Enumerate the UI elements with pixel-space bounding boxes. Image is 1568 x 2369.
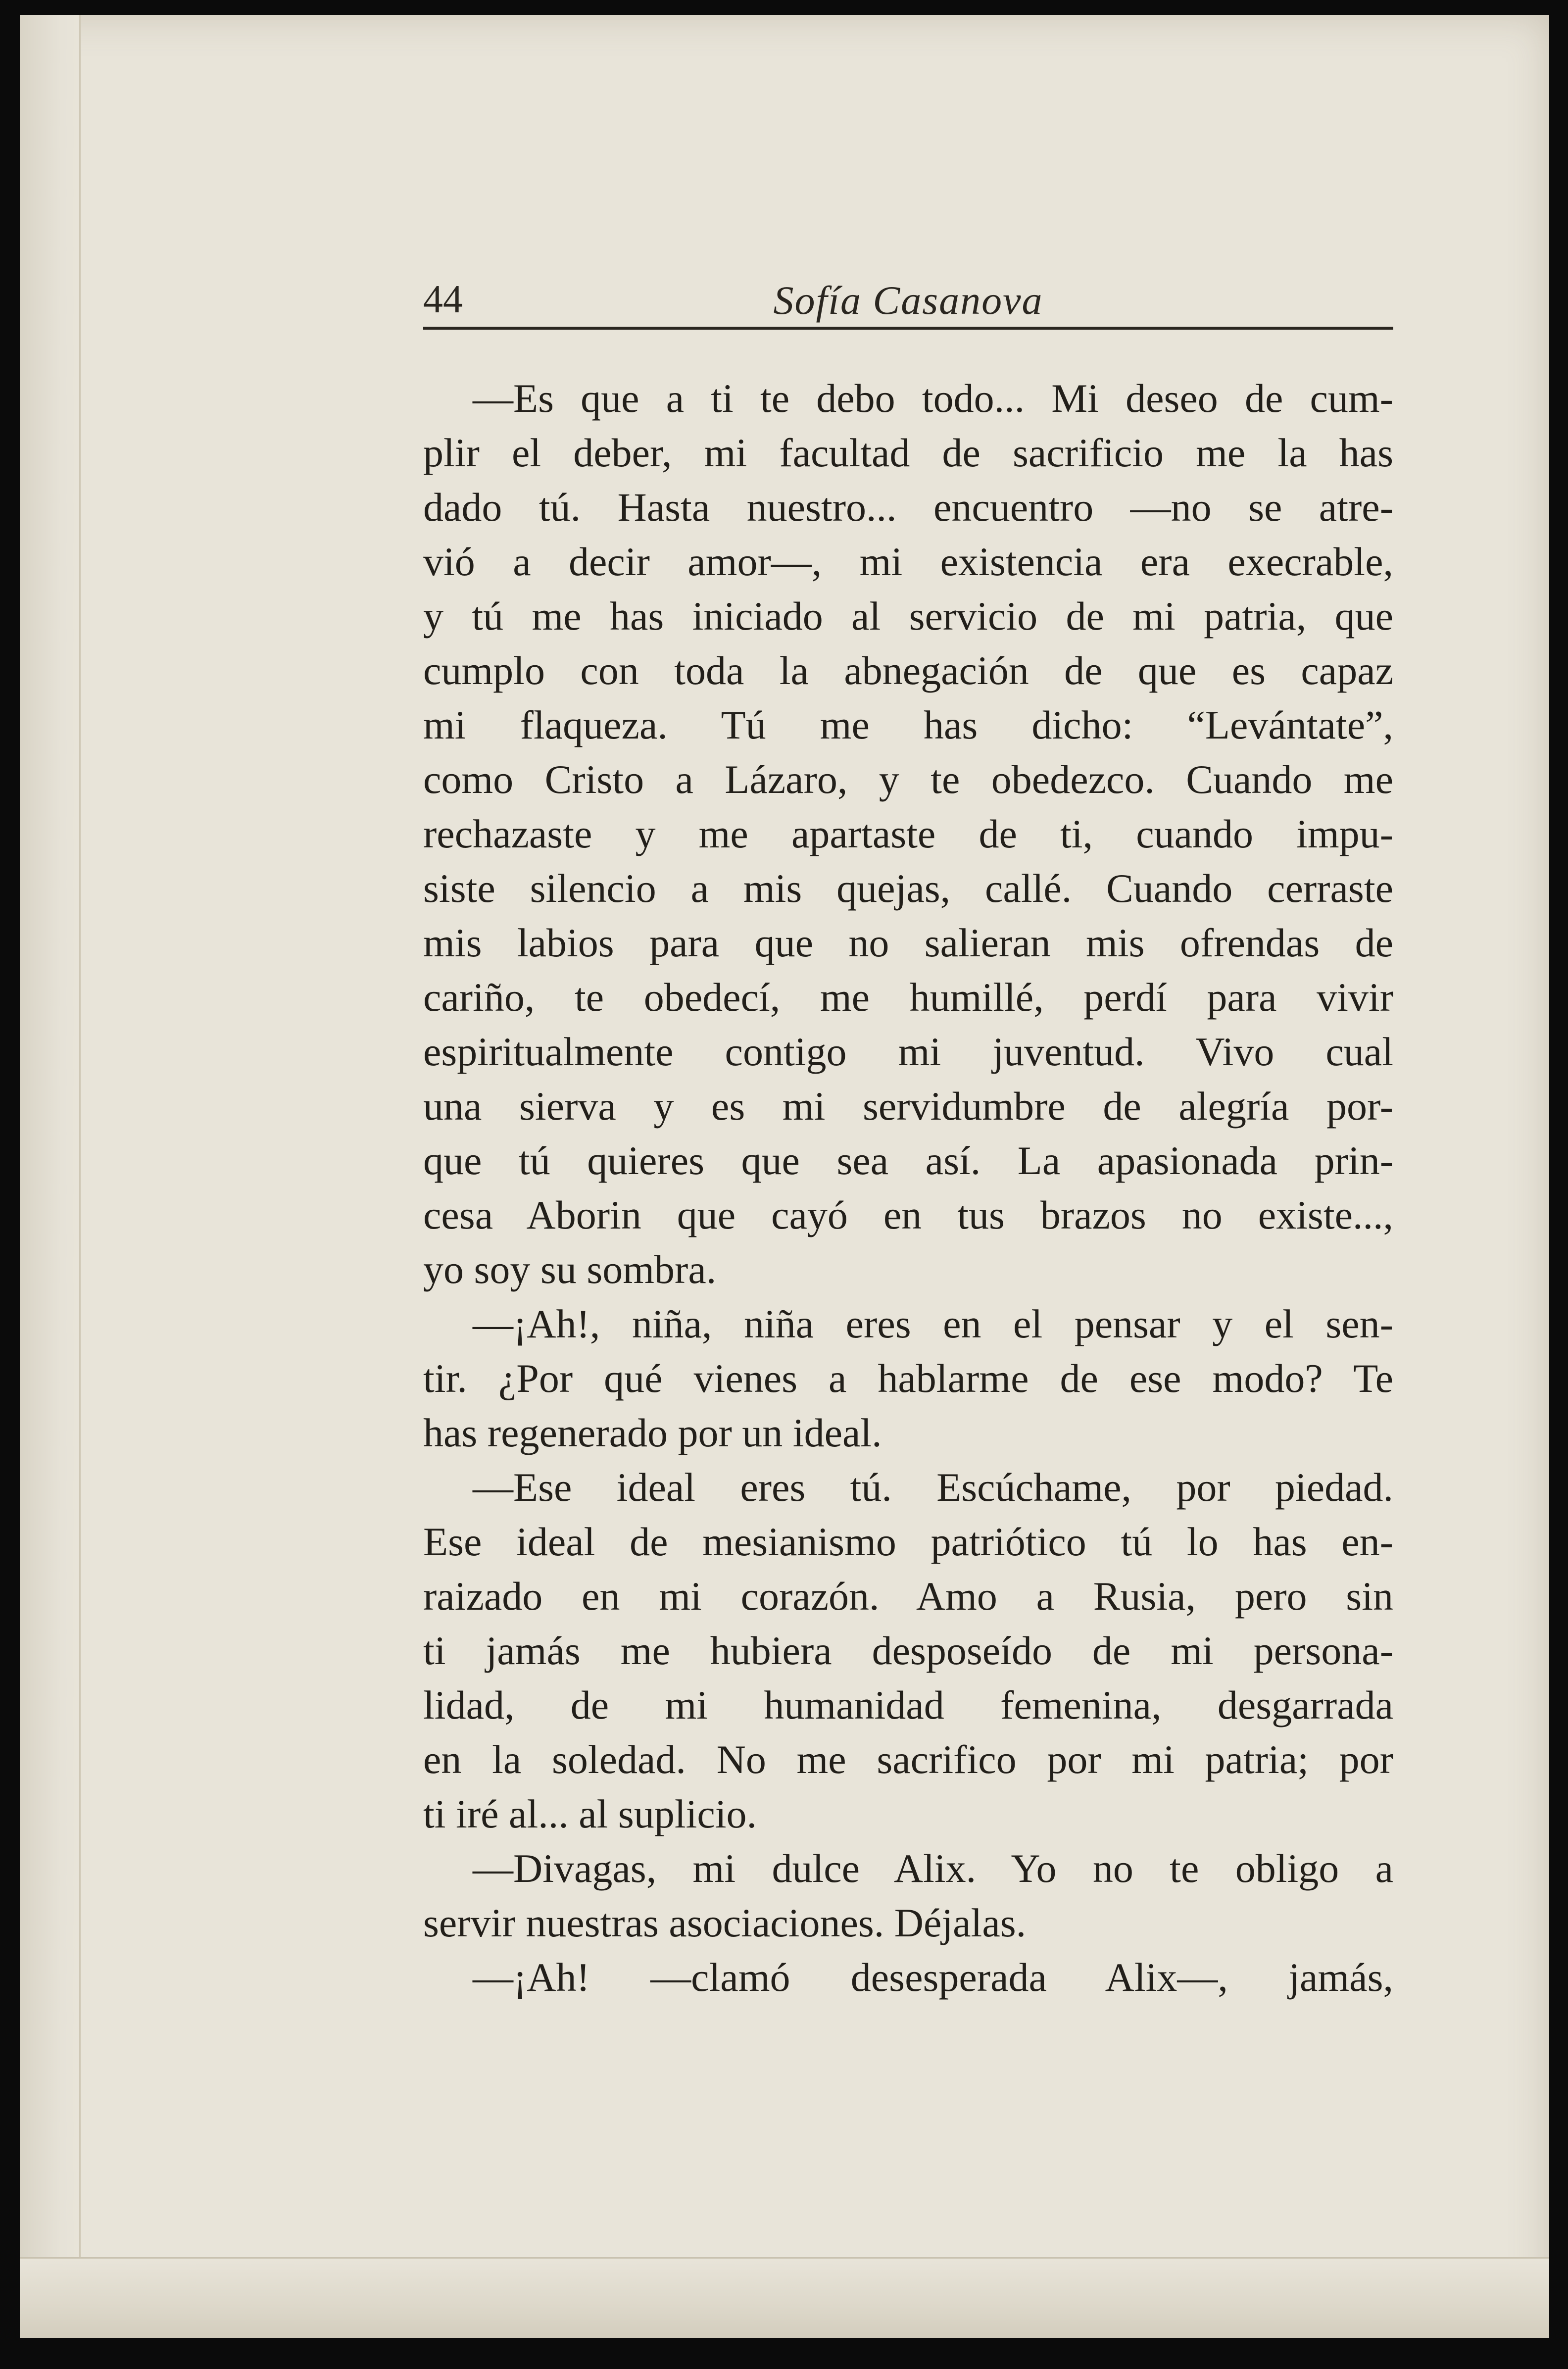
text-line: mis labios para que no salieran mis ofrendas de [423,920,1393,965]
text-line: siste silencio a mis quejas, callé. Cuando cerraste [423,866,1393,911]
text-line: vió a decir amor—, mi existencia era execrable, [423,539,1393,584]
text-line: —Es que a ti te debo todo... Mi deseo de cum- [473,376,1393,421]
text-line: como Cristo a Lázaro, y te obedezco. Cuando me [423,757,1393,802]
text-line: —Ese ideal eres tú. Escúchame, por piedad. [473,1465,1393,1510]
text-line: una sierva y es mi servidumbre de alegría por- [423,1084,1393,1129]
page-header [423,267,1393,330]
page-number: 44 [423,278,463,321]
page-bottom-edge [20,2257,1549,2338]
text-line: plir el deber, mi facultad de sacrificio me la has [423,430,1393,475]
text-line: ti jamás me hubiera desposeído de mi persona- [423,1628,1393,1673]
text-line: —Divagas, mi dulce Alix. Yo no te obligo a [473,1846,1393,1891]
text-line: raizado en mi corazón. Amo a Rusia, pero sin [423,1574,1393,1619]
text-line: Ese ideal de mesianismo patriótico tú lo has en- [423,1519,1393,1564]
text-line: cariño, te obedecí, me humillé, perdí para vivir [423,975,1393,1020]
text-line: espiritualmente contigo mi juventud. Vivo cual [423,1029,1393,1074]
page-gutter [20,15,81,2336]
text-line: cesa Aborin que cayó en tus brazos no existe..., [423,1192,1393,1237]
text-line: tir. ¿Por qué vienes a hablarme de ese modo? Te [423,1356,1393,1401]
text-line: mi flaqueza. Tú me has dicho: “Levántate”, [423,702,1393,747]
text-line: lidad, de mi humanidad femenina, desgarrada [423,1682,1393,1727]
text-line: ti iré al... al suplicio. [423,1791,757,1836]
text-line: y tú me has iniciado al servicio de mi patria, que [423,593,1393,639]
text-line: —¡Ah!, niña, niña eres en el pensar y el sen- [473,1301,1393,1346]
body-text [423,371,1393,2005]
running-head: Sofía Casanova [773,278,1043,323]
text-line: en la soledad. No me sacrifico por mi patria; por [423,1737,1393,1782]
text-line: —¡Ah! —clamó desesperada Alix—, jamás, [473,1955,1393,2000]
text-line: que tú quieres que sea así. La apasionada prin- [423,1138,1393,1183]
text-line: rechazaste y me apartaste de ti, cuando impu- [423,811,1393,856]
text-line: servir nuestras asociaciones. Déjalas. [423,1900,1027,1945]
text-line: dado tú. Hasta nuestro... encuentro —no se atre- [423,485,1393,530]
text-line: yo soy su sombra. [423,1247,717,1292]
text-line: has regenerado por un ideal. [423,1410,882,1455]
text-line: cumplo con toda la abnegación de que es capaz [423,648,1393,693]
